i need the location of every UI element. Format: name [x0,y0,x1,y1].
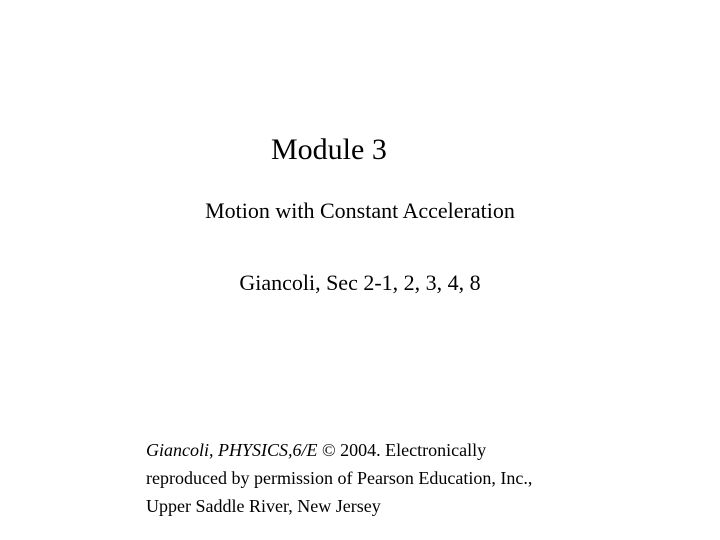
copyright-line-3: Upper Saddle River, New Jersey [146,496,381,516]
copyright-line-2: reproduced by permission of Pearson Education, Inc., [146,468,533,488]
slide-subtitle: Motion with Constant Acceleration [205,198,515,223]
slide-title: Module 3 [271,133,387,166]
copyright-notice [146,436,666,520]
copyright-line-1 [146,436,666,464]
section-reference: Giancoli, Sec 2-1, 2, 3, 4, 8 [239,270,481,295]
book-title: Giancoli, PHYSICS,6/E [146,440,318,460]
copyright-text: © 2004. Electronically [317,440,487,460]
